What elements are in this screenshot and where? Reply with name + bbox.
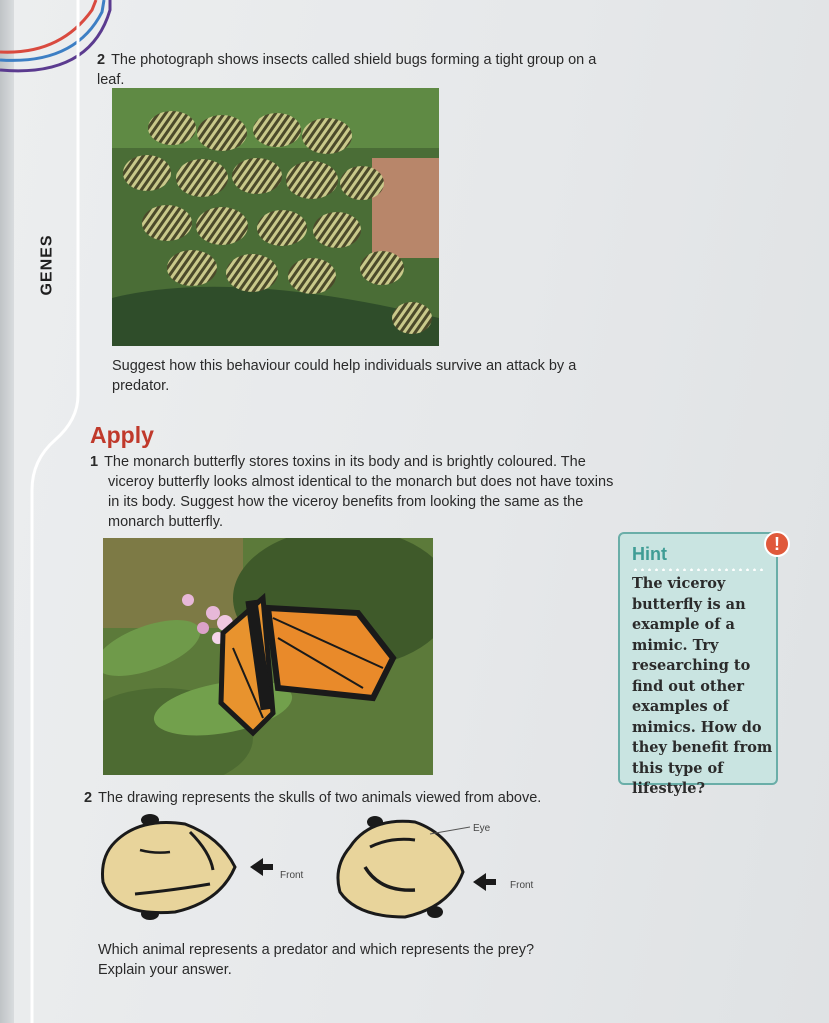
apply-heading: Apply	[90, 422, 154, 448]
skulls-drawing	[95, 812, 565, 932]
eye-label: Eye	[473, 823, 491, 834]
front-label-left: Front	[280, 870, 304, 881]
front-label-right: Front	[510, 880, 534, 891]
apply-1-text: 1 The monarch butterfly stores toxins in its body and is brightly coloured. The viceroy butterfly looks almost identical to the monarch but does not have toxins in its body. Suggest how the viceroy benefits from looking the same as the monarch butterfly.	[90, 454, 614, 530]
section-side-label: GENES	[38, 234, 56, 296]
hint-text: The viceroy butterfly is an example of a mimic. Try researching to find out other examples of mimics. How do they benefit from this type of lifestyle?	[632, 575, 773, 797]
apply-2-text: 2 The drawing represents the skulls of two animals viewed from above.	[84, 790, 542, 806]
question-2-prompt: Suggest how this behaviour could help individuals survive an attack by a predator.	[112, 358, 577, 394]
hint-divider	[632, 568, 767, 571]
apply-1-number: 1	[90, 454, 99, 470]
apply-2-number: 2	[84, 790, 93, 806]
exclamation-icon: !	[764, 531, 790, 557]
shield-bugs-photo	[112, 88, 439, 346]
question-2-number: 2	[97, 52, 106, 68]
question-2-text: 2 The photograph shows insects called shield bugs forming a tight group on a leaf.	[97, 52, 597, 88]
apply-2-prompt: Which animal represents a predator and which represents the prey? Explain your answer.	[98, 942, 535, 978]
hint-box	[618, 532, 778, 797]
hint-title: Hint	[632, 544, 667, 564]
monarch-butterfly-photo	[103, 538, 433, 775]
